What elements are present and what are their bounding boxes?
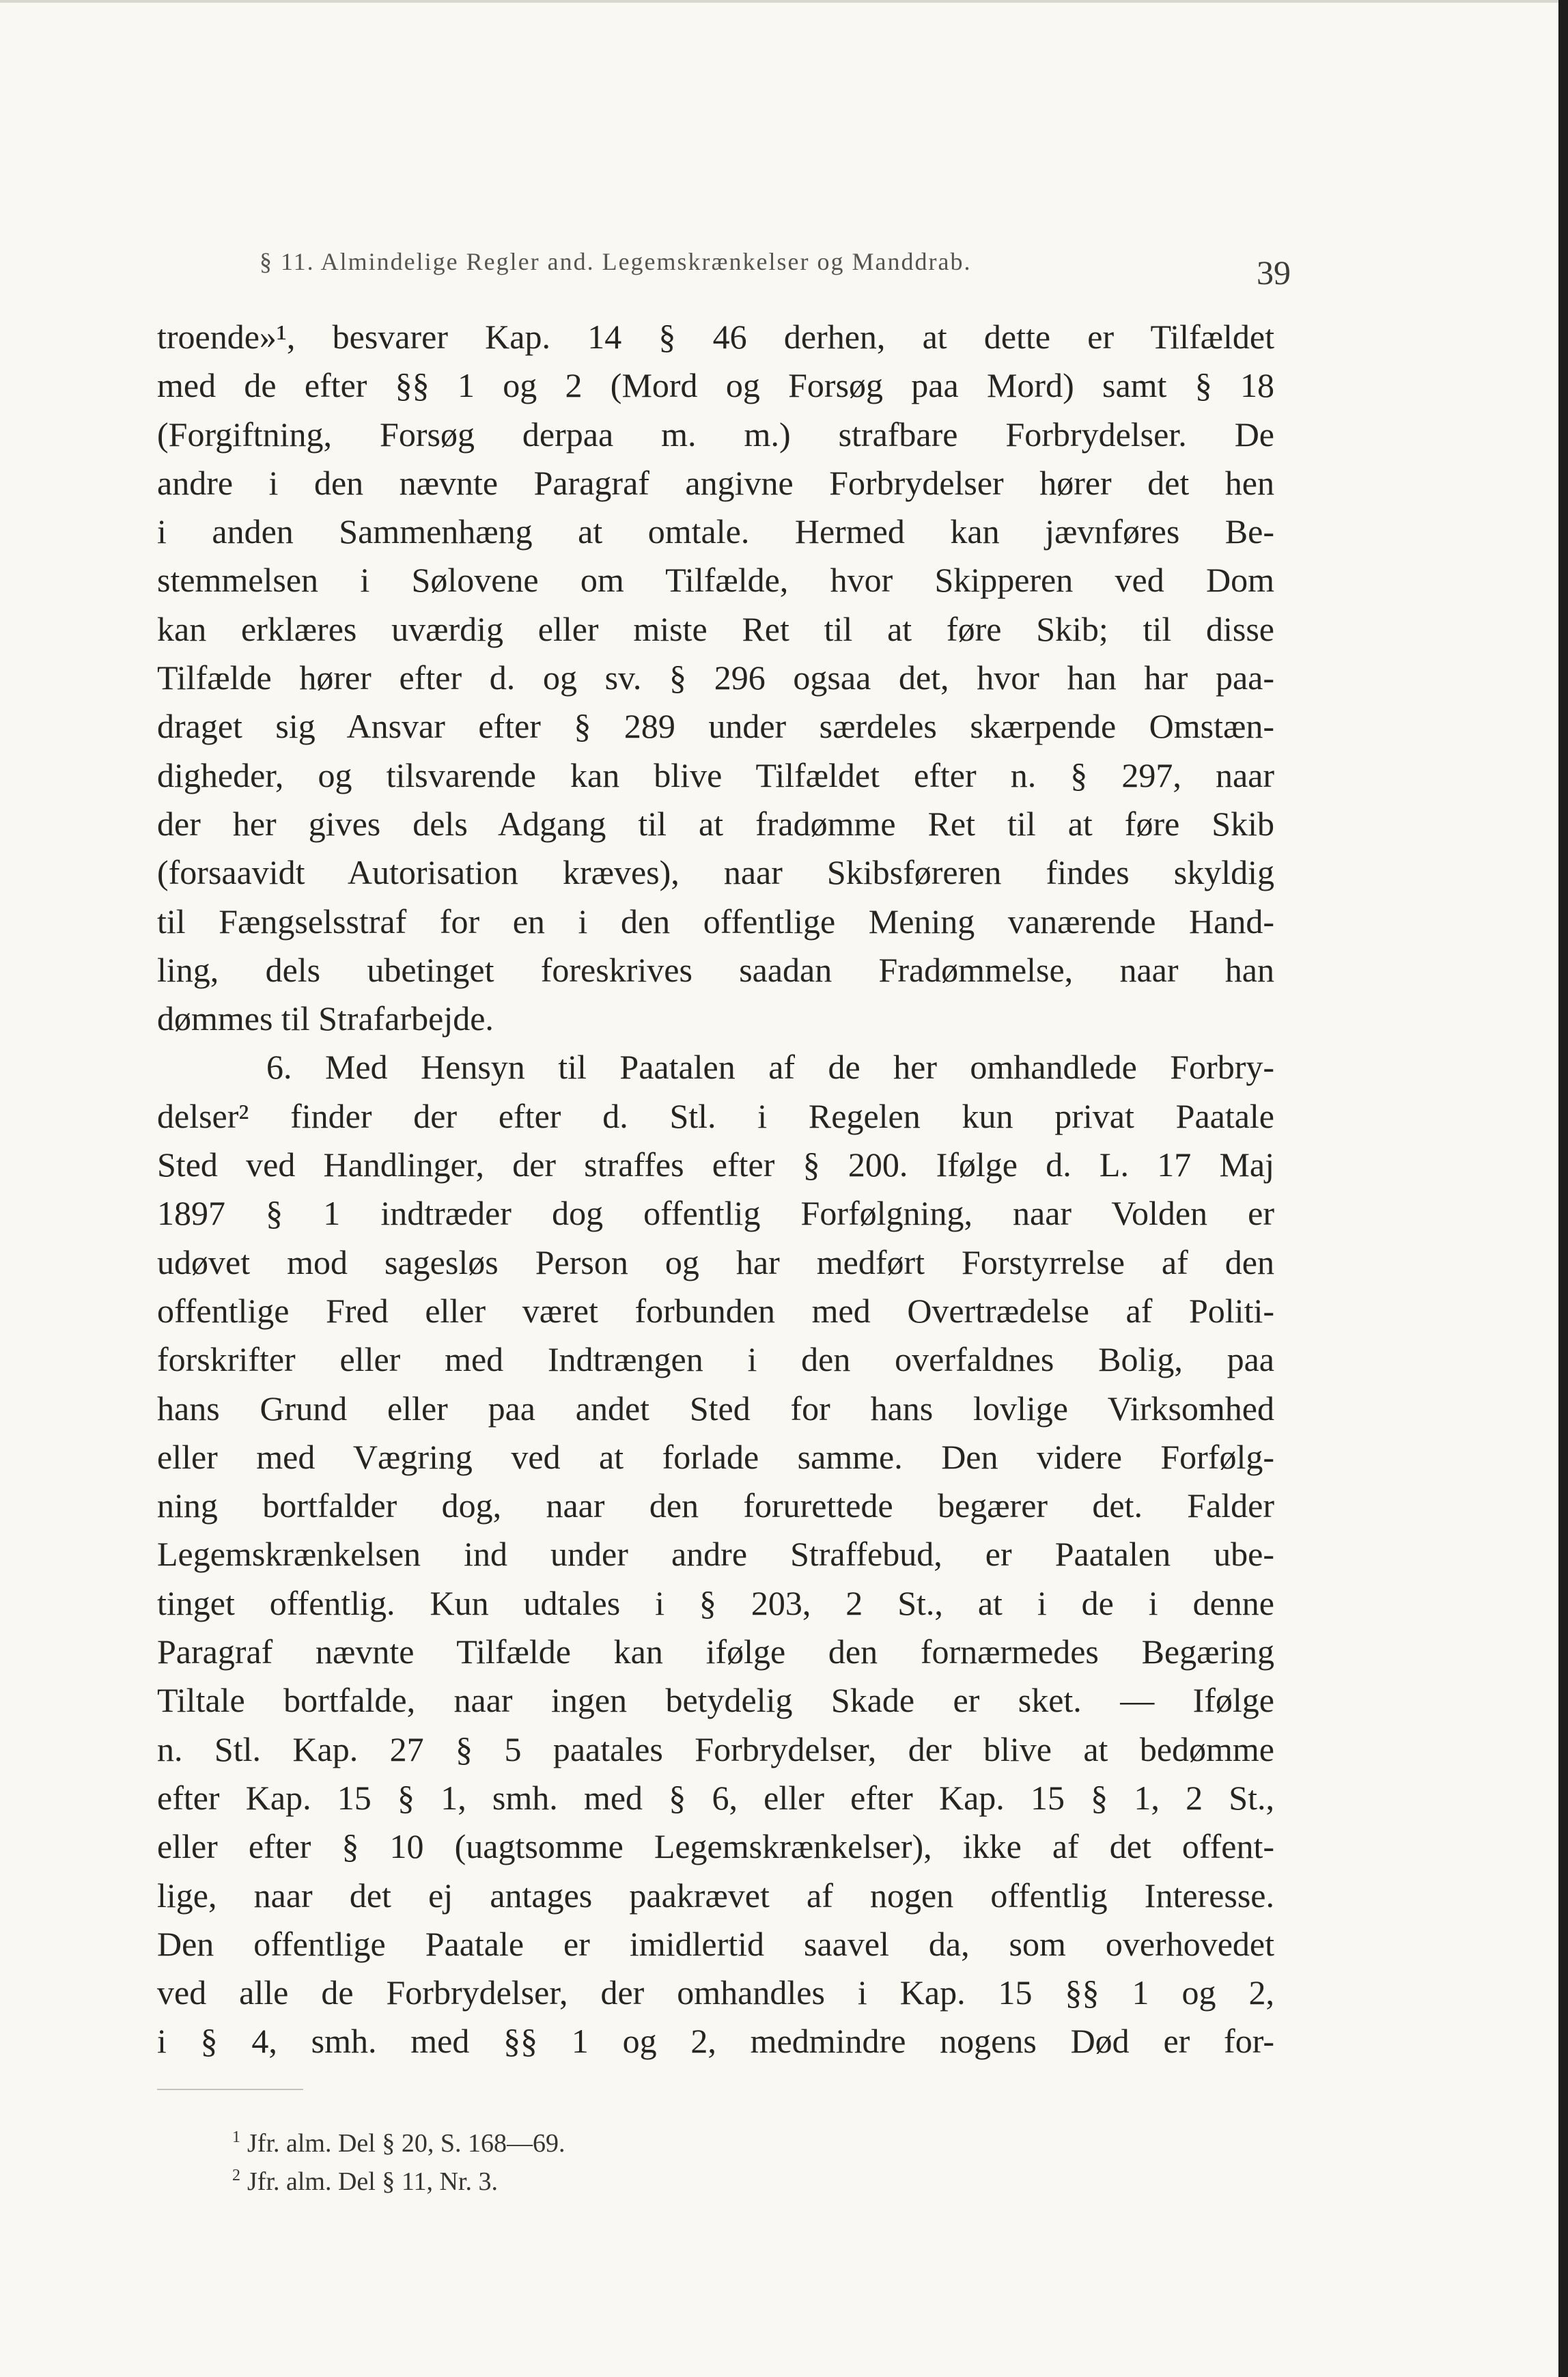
footnotes xyxy=(232,2124,847,2201)
running-title: § 11. Almindelige Regler and. Legemskrænkelser og Manddrab. xyxy=(260,248,972,275)
text-line: ning bortfalder dog, naar den forurettede begærer det. Falder xyxy=(157,1486,1274,1525)
text-line: offentlige Fred eller været forbunden med Overtrædelse af Politi- xyxy=(157,1291,1274,1330)
text-line: kan erklæres uværdig eller miste Ret til at føre Skib; til disse xyxy=(157,609,1274,648)
text-line: digheder, og tilsvarende kan blive Tilfældet efter n. § 297, naar xyxy=(157,755,1274,794)
text-line: i anden Sammenhæng at omtale. Hermed kan jævnføres Be- xyxy=(157,512,1274,551)
text-line: troende»¹, besvarer Kap. 14 § 46 derhen, at dette er Tilfældet xyxy=(157,318,1274,356)
text-line: andre i den nævnte Paragraf angivne Forbrydelser hører det hen xyxy=(157,463,1274,502)
text-line: eller efter § 10 (uagtsomme Legemskrænkelser), ikke af det offent- xyxy=(157,1827,1274,1866)
text-line: efter Kap. 15 § 1, smh. med § 6, eller efter Kap. 15 § 1, 2 St., xyxy=(157,1778,1274,1817)
text-line: ved alle de Forbrydelser, der omhandles i Kap. 15 §§ 1 og 2, xyxy=(157,1973,1274,2012)
footnote xyxy=(232,2163,847,2201)
text-line: hans Grund eller paa andet Sted for hans lovlige Virksomhed xyxy=(157,1389,1274,1428)
text-line: Tiltale bortfalde, naar ingen betydelig Skade er sket. — Ifølge xyxy=(157,1681,1274,1720)
scan-border xyxy=(1558,0,1568,2377)
page-top-edge xyxy=(0,0,1568,3)
text-line: forskrifter eller med Indtrængen i den overfaldnes Bolig, paa xyxy=(157,1340,1274,1379)
text-line: der her gives dels Adgang til at fradømme Ret til at føre Skib xyxy=(157,804,1274,843)
text-line: (Forgiftning, Forsøg derpaa m. m.) strafbare Forbrydelser. De xyxy=(157,415,1274,454)
text-line: tinget offentlig. Kun udtales i § 203, 2 St., at i de i denne xyxy=(157,1583,1274,1622)
footnote-text: Jfr. alm. Del § 11, Nr. 3. xyxy=(247,2167,498,2196)
body-text xyxy=(157,313,1274,2066)
text-line: delser² finder der efter d. Stl. i Regelen kun privat Paatale xyxy=(157,1096,1274,1135)
text-line: eller med Vægring ved at forlade samme. Den videre Forfølg- xyxy=(157,1437,1274,1476)
text-line: Legemskrænkelsen ind under andre Straffebud, er Paatalen ube- xyxy=(157,1535,1274,1574)
footnote-mark: 2 xyxy=(232,2167,240,2185)
text-line: (forsaavidt Autorisation kræves), naar Skibsføreren findes skyldig xyxy=(157,853,1274,892)
running-header xyxy=(260,240,1291,292)
footnote xyxy=(232,2124,847,2163)
text-line: Paragraf nævnte Tilfælde kan ifølge den fornærmedes Begæring xyxy=(157,1632,1274,1671)
paragraph-end-line: dømmes til Strafarbejde. xyxy=(157,999,494,1038)
text-line: ling, dels ubetinget foreskrives saadan Fradømmelse, naar han xyxy=(157,950,1274,989)
footnote-mark: 1 xyxy=(232,2128,240,2147)
text-line: stemmelsen i Sølovene om Tilfælde, hvor Skipperen ved Dom xyxy=(157,561,1274,600)
footnote-divider xyxy=(157,2089,303,2090)
footnote-text: Jfr. alm. Del § 20, S. 168—69. xyxy=(247,2129,565,2158)
page-number: 39 xyxy=(1257,253,1291,292)
text-line: n. Stl. Kap. 27 § 5 paatales Forbrydelser, der blive at bedømme xyxy=(157,1729,1274,1768)
text-line: 1897 § 1 indtræder dog offentlig Forfølgning, naar Volden er xyxy=(157,1194,1274,1233)
text-line: lige, naar det ej antages paakrævet af nogen offentlig Interesse. xyxy=(157,1876,1274,1915)
text-line: Sted ved Handlinger, der straffes efter § 200. Ifølge d. L. 17 Maj xyxy=(157,1145,1274,1184)
paragraph-start-line: 6. Med Hensyn til Paatalen af de her omhandlede Forbry- xyxy=(266,1048,1274,1087)
text-line: Den offentlige Paatale er imidlertid saavel da, som overhovedet xyxy=(157,1924,1274,1963)
text-line: med de efter §§ 1 og 2 (Mord og Forsøg paa Mord) samt § 18 xyxy=(157,366,1274,405)
text-line: i § 4, smh. med §§ 1 og 2, medmindre nogens Død er for- xyxy=(157,2022,1274,2061)
text-line: til Fængselsstraf for en i den offentlige Mening vanærende Hand- xyxy=(157,902,1274,941)
text-line: udøvet mod sagesløs Person og har medført Forstyrrelse af den xyxy=(157,1242,1274,1281)
text-line: Tilfælde hører efter d. og sv. § 296 ogsaa det, hvor han har paa- xyxy=(157,658,1274,697)
text-line: draget sig Ansvar efter § 289 under særdeles skærpende Omstæn- xyxy=(157,707,1274,746)
